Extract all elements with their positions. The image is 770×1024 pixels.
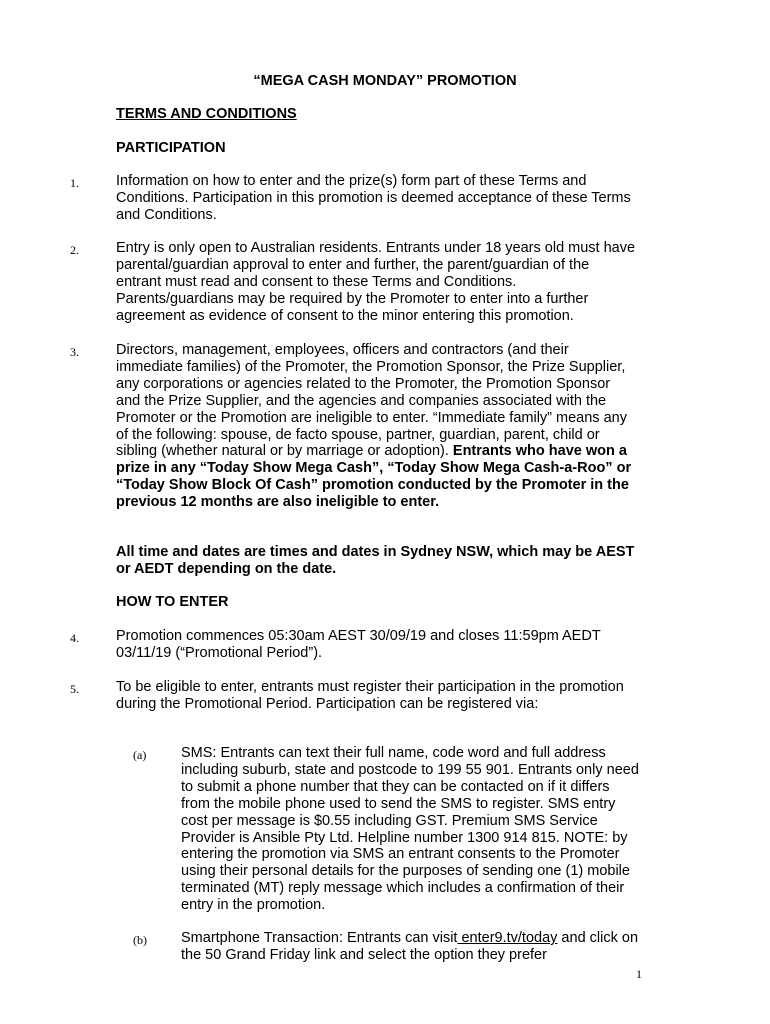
clause-2-text: Entry is only open to Australian residents. Entrants under 18 years old must have parental/guardian approval to enter and further, the parent/guardian of the entrant must read and consent to these Terms and Conditions. Parents/guardians may be required by the Promoter to enter into a further agreement as evidence of consent to the minor entering this promotion. — [116, 240, 636, 324]
sub-b-number: (b) — [133, 933, 147, 947]
page-title: “MEGA CASH MONDAY” PROMOTION — [253, 73, 517, 89]
sub-a-number: (a) — [133, 748, 147, 762]
sub-b-text-before: Smartphone Transaction: Entrants can visit — [181, 930, 458, 946]
clause-3-text — [116, 342, 636, 511]
sub-b-text-after: and click on the 50 Grand Friday link and select the option they prefer — [181, 930, 639, 963]
clause-1-number: 1. — [70, 176, 79, 190]
participation-heading: PARTICIPATION — [116, 140, 226, 156]
clause-4-number: 4. — [70, 631, 79, 645]
enter9-link[interactable]: enter9.tv/today — [457, 930, 558, 946]
sub-b-text — [181, 930, 641, 964]
clause-5-text: To be eligible to enter, entrants must register their participation in the promotion during the Promotional Period. Participation can be registered via: — [116, 679, 624, 712]
page-number: 1 — [636, 967, 642, 981]
sub-a-text: SMS: Entrants can text their full name, code word and full address including suburb, state and postcode to 199 55 901. Entrants only need to submit a phone number that they can be contacted on if it differs from the mobile phone used to send the SMS to register. SMS entry cost per message is $0.55 including GST. Premium SMS Service Provider is Ansible Pty Ltd. Helpline number 1300 914 815. NOTE: by entering the promotion via SMS an entrant consents to the Promoter using their personal details for the purposes of sending one (1) mobile terminated (MT) reply message which includes a confirmation of their entry in the promotion. — [181, 745, 639, 914]
clause-4-text: Promotion commences 05:30am AEST 30/09/19 and closes 11:59pm AEDT 03/11/19 (“Promotional Period”). — [116, 628, 601, 661]
how-to-enter-heading: HOW TO ENTER — [116, 594, 229, 610]
time-note: All time and dates are times and dates in Sydney NSW, which may be AEST or AEDT depending on the date. — [116, 544, 635, 577]
clause-3-bold-text: Entrants who have won a prize in any “Today Show Mega Cash”, “Today Show Mega Cash-a-Roo” or “Today Show Block Of Cash” promotion conducted by the Promoter in the previous 12 months are also ineligible to enter. — [116, 443, 632, 511]
clause-5-number: 5. — [70, 682, 79, 696]
clause-1-text: Information on how to enter and the prize(s) form part of these Terms and Conditions. Participation in this promotion is deemed acceptance of these Terms and Conditions. — [116, 173, 631, 223]
clause-3-regular-text: Directors, management, employees, officers and contractors (and their immediate families) of the Promoter, the Promotion Sponsor, the Prize Supplier, any corporations or agencies related to the Promoter, the Promotion Sponsor and the Prize Supplier, and the agencies and companies associated with the Promoter or the Promotion are ineligible to enter. “Immediate family” means any of the following: spouse, de facto spouse, partner, guardian, parent, child or sibling (whether natural or by marriage or adoption). — [116, 342, 627, 460]
terms-heading: TERMS AND CONDITIONS — [116, 106, 297, 122]
clause-3-number: 3. — [70, 345, 79, 359]
clause-2-number: 2. — [70, 243, 79, 257]
